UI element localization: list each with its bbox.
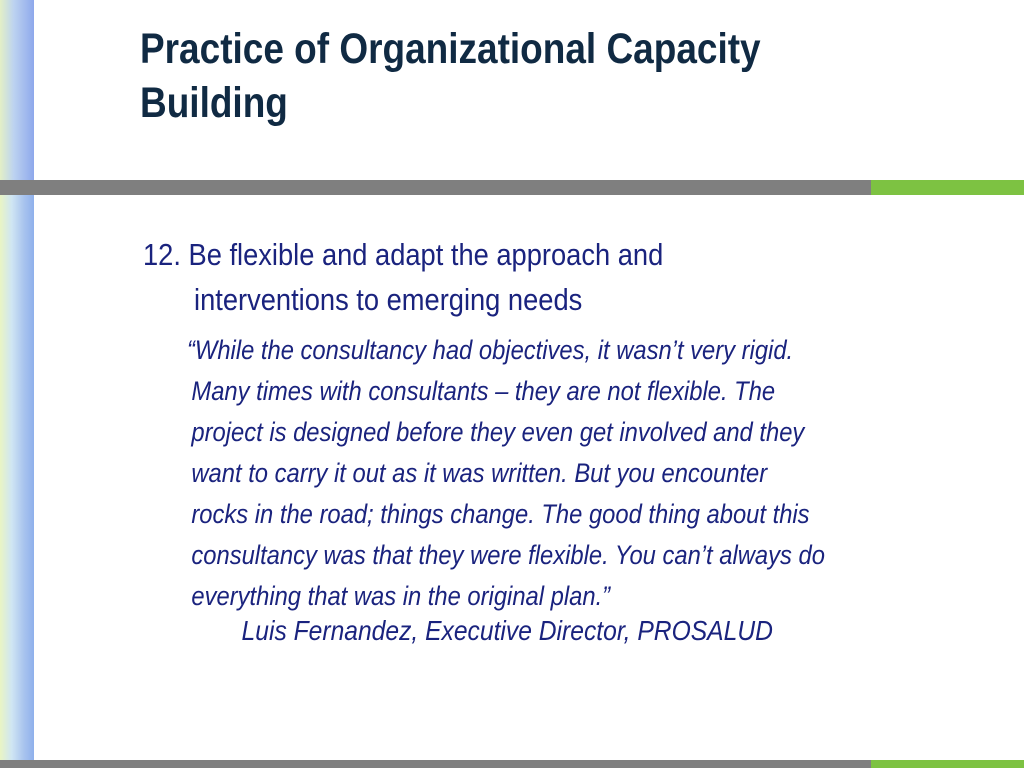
bottom-divider-green xyxy=(871,760,1024,768)
slide-title-line-2: Building xyxy=(140,79,288,127)
quote xyxy=(143,330,865,617)
top-divider-green xyxy=(871,180,1024,195)
quote-line-3: project is designed before they even get involved and they xyxy=(191,417,805,447)
slide-title xyxy=(140,22,845,130)
quote-line-4: want to carry it out as it was written. But you encounter xyxy=(191,458,768,488)
quote-line-2: Many times with consultants – they are not flexible. The xyxy=(191,376,776,406)
main-point-line-1: 12. Be flexible and adapt the approach and xyxy=(143,237,664,272)
main-point-line-2: interventions to emerging needs xyxy=(194,282,583,317)
main-point xyxy=(143,232,865,322)
slide-title-line-1: Practice of Organizational Capacity xyxy=(140,25,761,73)
left-decorative-bar xyxy=(0,0,34,768)
quote-line-1: “While the consultancy had objectives, it wasn’t very rigid. xyxy=(187,335,794,365)
quote-line-5: rocks in the road; things change. The good thing about this xyxy=(191,499,810,529)
quote-line-7: everything that was in the original plan.” xyxy=(191,581,611,611)
top-divider-gray xyxy=(0,180,871,195)
left-decorative-bar-upper xyxy=(0,0,34,180)
quote-attribution: Luis Fernandez, Executive Director, PROSALUD xyxy=(241,615,773,646)
quote-line-6: consultancy was that they were flexible. You can’t always do xyxy=(191,540,825,570)
bottom-divider-gray xyxy=(0,760,871,768)
slide-content xyxy=(143,232,963,651)
